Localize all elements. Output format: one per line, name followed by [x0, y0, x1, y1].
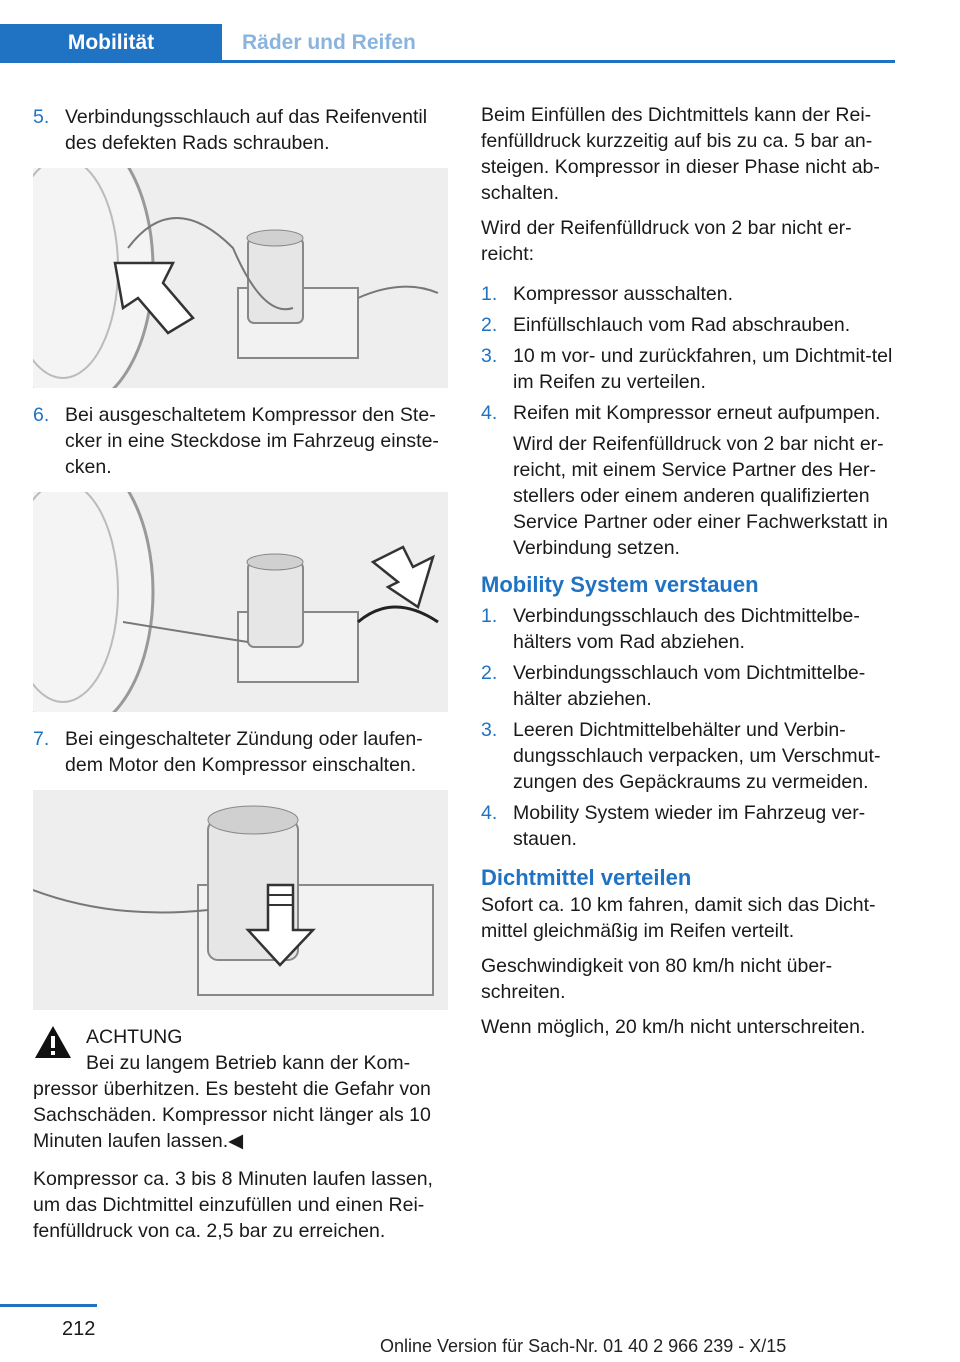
step-text: Verbindungsschlauch auf das Reifenventil des defekten Rads schrauben. [65, 106, 428, 154]
step-number: 6. [33, 404, 50, 426]
list-item: 3. 10 m vor- und zurückfahren, um Dichtmit‐tel im Reifen zu verteilen. [481, 345, 893, 393]
left-column [33, 104, 449, 1253]
step-text: Bei ausgeschaltetem Kompressor den Ste‐cker in eine Steckdose im Fahrzeug einste‐cken. [65, 404, 439, 478]
heading-mobility-system-verstauen: Mobility System verstauen [481, 572, 759, 597]
warning-block [33, 1024, 449, 1154]
step-number: 7. [33, 728, 50, 750]
list-item: 2. Verbindungsschlauch vom Dichtmittelbe‐hälter abziehen. [481, 662, 866, 710]
paragraph-fill-pressure: Beim Einfüllen des Dichtmittels kann der Rei‐fenfülldruck kurzzeitig auf bis zu ca. 5 bar an‐steigen. Kompressor in dieser Phase nicht ab‐schalten. [481, 104, 880, 204]
list-item: 4. Mobility System wieder im Fahrzeug ver‐stauen. [481, 802, 866, 850]
page-number: 212 [62, 1318, 96, 1340]
chapter-header [0, 0, 895, 64]
list-item: 1. Kompressor ausschalten. [481, 283, 734, 305]
figure-compressor-switch [33, 790, 448, 1010]
tab-raeder-und-reifen[interactable]: Räder und Reifen [242, 31, 416, 54]
footer-online-version: Online Version für Sach-Nr. 01 40 2 966 239 - X/15 [380, 1336, 787, 1356]
figure-plug-in-socket [33, 492, 448, 712]
step-4-subtext: Wird der Reifenfülldruck von 2 bar nicht er‐reicht, mit einem Service Partner des Her‐stellers oder einem anderen qualifizierten Service Partner oder einer Fachwerkstatt in Verbindung setzen. [513, 433, 888, 559]
figure-hose-on-valve [33, 168, 448, 388]
step-text: Bei eingeschalteter Zündung oder laufen‐dem Motor den Kompressor einschalten. [65, 728, 423, 776]
heading-dichtmittel-verteilen: Dichtmittel verteilen [481, 865, 692, 890]
step-6 [33, 402, 449, 480]
warning-text-first-line: Bei zu langem Betrieb kann der Kom‐ [86, 1052, 411, 1074]
list-item: 2. Einfüllschlauch vom Rad abschrauben. [481, 314, 851, 336]
warning-text: pressor überhitzen. Es besteht die Gefahr von Sachschäden. Kompressor nicht länger als 10 Minuten laufen lassen.◀ [33, 1078, 431, 1152]
header-divider [0, 60, 895, 63]
paragraph-compressor-duration: Kompressor ca. 3 bis 8 Minuten laufen lassen, um das Dichtmittel einzufüllen und einen Rei‐fenfülldruck von ca. 2,5 bar zu erreichen. [33, 1168, 433, 1242]
step-7 [33, 726, 449, 778]
warning-title: ACHTUNG [86, 1026, 183, 1048]
list-item: 4. Reifen mit Kompressor erneut aufpumpen. [481, 402, 881, 424]
paragraph: Wenn möglich, 20 km/h nicht unterschreiten. [481, 1016, 866, 1038]
step-number: 5. [33, 106, 50, 128]
footer-divider [0, 1304, 97, 1307]
right-column [481, 102, 896, 1049]
list-item: 3. Leeren Dichtmittelbehälter und Verbin‐dungsschlauch verpacken, um Verschmut‐zungen des Gepäckraums zu vermeiden. [481, 719, 881, 793]
warning-triangle-icon [33, 1024, 73, 1060]
tab-mobilitaet[interactable]: Mobilität [0, 24, 222, 62]
list-item: 1. Verbindungsschlauch des Dichtmittelbe‐hälters vom Rad abziehen. [481, 605, 860, 653]
paragraph-pressure-not-reached: Wird der Reifenfülldruck von 2 bar nicht er‐reicht: [481, 217, 852, 265]
step-5 [33, 104, 449, 156]
paragraph: Geschwindigkeit von 80 km/h nicht über‐schreiten. [481, 955, 833, 1003]
paragraph: Sofort ca. 10 km fahren, damit sich das Dicht‐mittel gleichmäßig im Reifen verteilt. [481, 894, 876, 942]
